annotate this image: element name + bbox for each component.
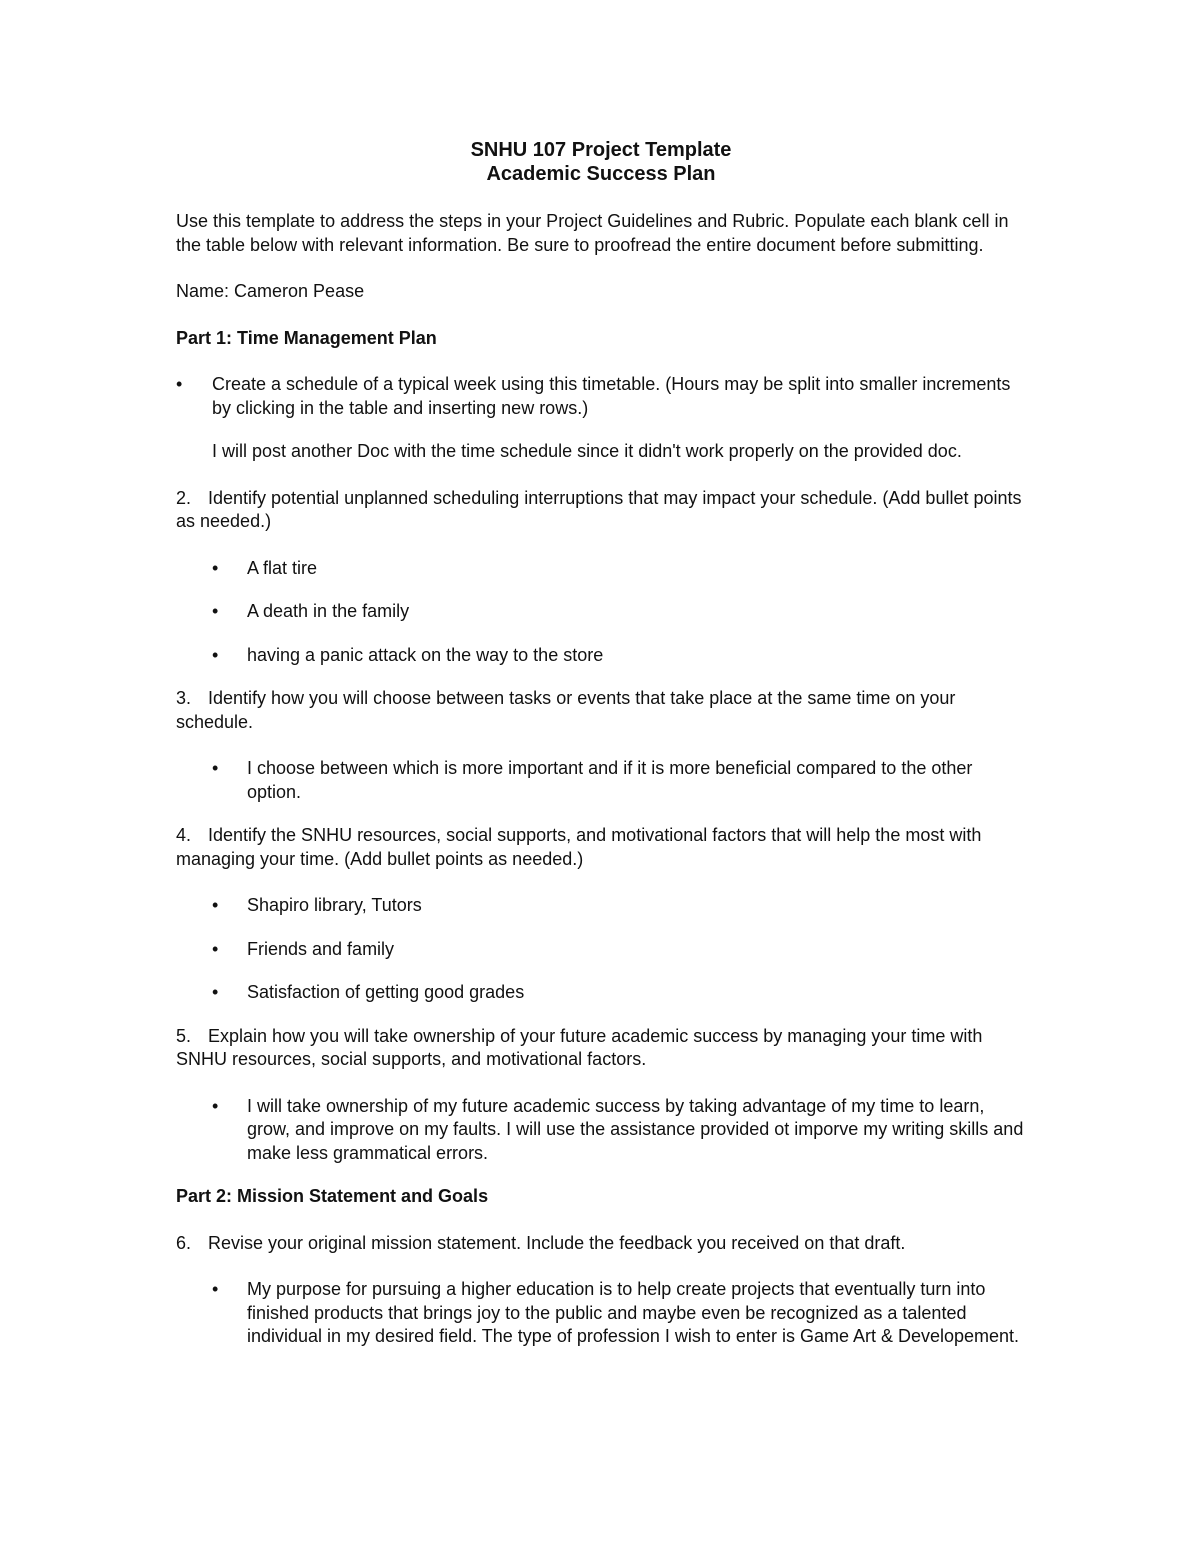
item1-answer: I will post another Doc with the time schedule since it didn't work properly on the provided doc. [212, 441, 962, 461]
part2-heading: Part 2: Mission Statement and Goals [176, 1186, 489, 1206]
item4-prompt [176, 824, 1026, 871]
list-item [176, 373, 1026, 420]
item5-number: 5. [176, 1025, 192, 1046]
item2-list [176, 557, 1026, 668]
item2-bullet-1: A death in the family [247, 601, 410, 621]
item1-list [176, 373, 1026, 420]
bullet-icon: • [212, 1279, 219, 1299]
list-item [176, 1278, 1026, 1349]
document-title: SNHU 107 Project Template [470, 139, 732, 161]
bullet-icon: • [176, 374, 183, 394]
intro-paragraph: Use this template to address the steps in your Project Guidelines and Rubric. Populate each blank cell in the table below with relevant information. Be sure to proofread the entire document before submitting. [176, 211, 1009, 255]
item1-text: Create a schedule of a typical week using this timetable. (Hours may be split into smaller increments by clicking in the table and inserting new rows.) [212, 374, 1011, 418]
list-item [176, 894, 1026, 918]
list-item [176, 757, 1026, 804]
item6-bullet-0: My purpose for pursuing a higher education is to help create projects that eventually turn into finished products that brings joy to the public and maybe even be recognized as a talented individual in my desired field. The type of profession I wish to enter is Game Art & Developement. [247, 1279, 1020, 1346]
bullet-icon: • [212, 557, 219, 578]
item3-prompt [176, 687, 1026, 734]
item4-bullet-0: Shapiro library, Tutors [247, 895, 422, 915]
item2-bullet-2: having a panic attack on the way to the store [247, 644, 604, 665]
title-block [176, 138, 1026, 186]
item5-prompt [176, 1025, 1026, 1072]
item6-list [176, 1278, 1026, 1349]
bullet-icon: • [212, 938, 219, 959]
list-item [176, 1095, 1026, 1166]
document-subtitle: Academic Success Plan [486, 163, 716, 185]
item3-text: Identify how you will choose between tasks or events that take place at the same time on your schedule. [176, 688, 956, 732]
item4-list [176, 894, 1026, 1005]
item6-number: 6. [176, 1232, 192, 1253]
list-item [176, 600, 1026, 624]
item5-text: Explain how you will take ownership of your future academic success by managing your time with SNHU resources, social supports, and motivational factors. [176, 1025, 983, 1069]
item4-bullet-2: Satisfaction of getting good grades [247, 982, 525, 1002]
bullet-icon: • [212, 601, 219, 621]
part1-heading: Part 1: Time Management Plan [176, 327, 437, 348]
bullet-icon: • [212, 644, 219, 665]
item3-list [176, 757, 1026, 804]
bullet-icon: • [212, 982, 219, 1002]
list-item [176, 938, 1026, 962]
item2-number: 2. [176, 487, 192, 508]
item5-bullet-0: I will take ownership of my future academic success by taking advantage of my time to learn, grow, and improve on my faults. I will use the assistance provided ot imporve my writing skills and make less grammatical errors. [247, 1095, 1024, 1163]
item5-list [176, 1095, 1026, 1166]
list-item [176, 644, 1026, 668]
bullet-icon: • [212, 758, 219, 778]
document-page [176, 138, 1026, 1369]
item6-prompt [176, 1232, 1026, 1256]
item2-prompt [176, 487, 1026, 534]
item4-bullet-1: Friends and family [247, 938, 395, 959]
list-item [176, 557, 1026, 581]
list-item [176, 981, 1026, 1005]
item3-bullet-0: I choose between which is more important and if it is more beneficial compared to the other option. [247, 758, 973, 802]
item4-number: 4. [176, 825, 192, 845]
item4-text: Identify the SNHU resources, social supports, and motivational factors that will help the most with managing your time. (Add bullet points as needed.) [176, 825, 982, 869]
bullet-icon: • [212, 1095, 219, 1116]
item6-text: Revise your original mission statement. Include the feedback you received on that draft. [208, 1232, 906, 1253]
item2-bullet-0: A flat tire [247, 557, 318, 578]
item2-text: Identify potential unplanned scheduling interruptions that may impact your schedule. (Add bullet points as needed.) [176, 487, 1022, 531]
item3-number: 3. [176, 688, 192, 708]
bullet-icon: • [212, 895, 219, 915]
name-line: Name: Cameron Pease [176, 281, 365, 301]
